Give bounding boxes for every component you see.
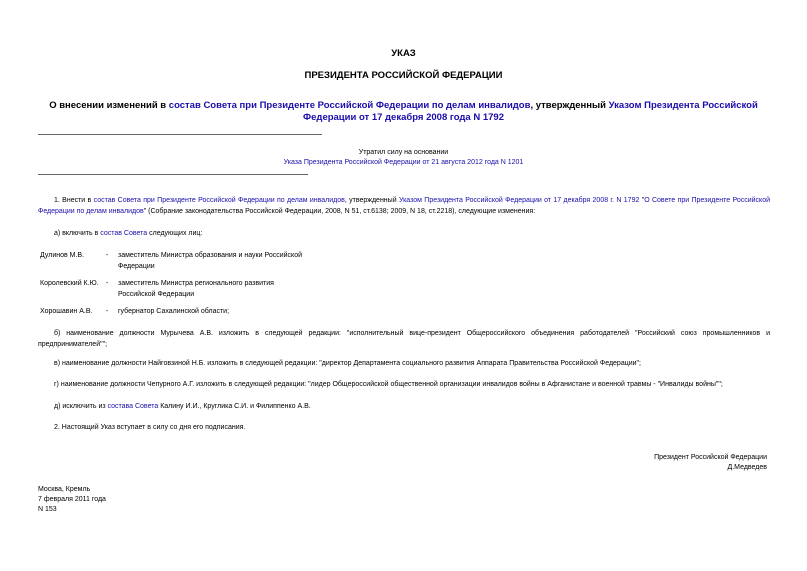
p1-link-council-title[interactable]: О Совете при Президенте Российской Федерации по делам инвалидов: [38, 197, 771, 215]
person-role: заместитель Министра регионального развития Российской Федерации: [118, 280, 274, 298]
heading-text-1: О внесении изменений в: [49, 100, 169, 111]
item-d-text-1: д) исключить из: [54, 403, 108, 410]
person-role: заместитель Министра образования и науки Российской Федерации: [118, 252, 302, 270]
document-subtitle: ПРЕЗИДЕНТА РОССИЙСКОЙ ФЕДЕРАЦИИ: [304, 70, 503, 81]
heading-link-decree[interactable]: Указом Президента Российской Федерации от 17 декабря 2008 года N 1792: [303, 100, 758, 123]
heading-text-2: , утвержденный: [530, 100, 609, 111]
item-b: б) наименование должности Мурычева А.В. изложить в следующей редакции: "исполнительный вице-президент Общероссийского объединения работодателей "Российский союз промышленников и предпринимателей"";: [38, 330, 770, 348]
heading-link-council[interactable]: состав Совета при Президенте Российской Федерации по делам инвалидов: [168, 100, 531, 111]
notice-link-wrap: [0, 158, 807, 169]
item-a-text-1: а) включить в: [54, 230, 101, 237]
paragraph-1: [38, 196, 770, 217]
divider-notice: [38, 174, 308, 175]
p1-text-4: " (Собрание законодательства Российской Федерации, 2008, N 51, ст.6138; 2009, N 18, ст.2218), следующие изменения:: [143, 207, 536, 215]
notice-line: Утратил силу на основании: [358, 149, 449, 156]
person-name: Королевский К.Ю.: [40, 280, 99, 287]
item-a: [54, 229, 202, 240]
notice-link[interactable]: Указа Президента Российской Федерации от 21 августа 2012 года N 1201: [283, 159, 524, 166]
person-role: губернатор Сахалинской области;: [118, 308, 230, 315]
signature-title: Президент Российской Федерации: [654, 454, 767, 461]
item-d: [54, 402, 311, 413]
footer-place: Москва, Кремль: [38, 486, 91, 493]
person-name: Дулинов М.В.: [40, 252, 85, 259]
item-v: в) наименование должности Найговзиной Н.Б. изложить в следующей редакции: "директор Департамента социального развития Аппарата Правительства Российской Федерации";: [54, 360, 641, 367]
person-dash: -: [106, 308, 109, 315]
footer-number: N 153: [38, 506, 57, 513]
item-d-text-2: Калину И.И., Круглика С.И. и Филиппенко А.В.: [158, 403, 311, 410]
document-heading: [30, 100, 777, 124]
divider-top: [38, 134, 322, 135]
item-d-link[interactable]: состава Совета: [107, 403, 159, 410]
footer-date: 7 февраля 2011 года: [38, 496, 106, 503]
item-a-text-2: следующих лиц:: [147, 230, 203, 237]
p1-text-2: , утвержденный: [344, 197, 399, 204]
document-title: УКАЗ: [391, 48, 416, 59]
item-a-link[interactable]: состав Совета: [100, 230, 148, 237]
signature-name: Д.Медведев: [727, 464, 767, 471]
item-g: г) наименование должности Чепурного А.Г. изложить в следующей редакции: "лидер Общероссийской общественной организации инвалидов войны в Афганистане и военной травмы - "Инвалиды войны"";: [54, 381, 723, 388]
p1-link-council[interactable]: состав Совета при Президенте Российской Федерации по делам инвалидов: [93, 197, 345, 204]
person-dash: -: [106, 252, 109, 259]
p1-text-3: ": [639, 197, 645, 204]
p1-text-1: 1. Внести в: [54, 197, 94, 204]
person-name: Хорошавин А.В.: [40, 308, 93, 315]
person-dash: -: [106, 280, 109, 287]
paragraph-2: 2. Настоящий Указ вступает в силу со дня его подписания.: [54, 424, 246, 431]
p1-link-decree[interactable]: Указом Президента Российской Федерации от 17 декабря 2008 г. N 1792: [398, 197, 640, 204]
